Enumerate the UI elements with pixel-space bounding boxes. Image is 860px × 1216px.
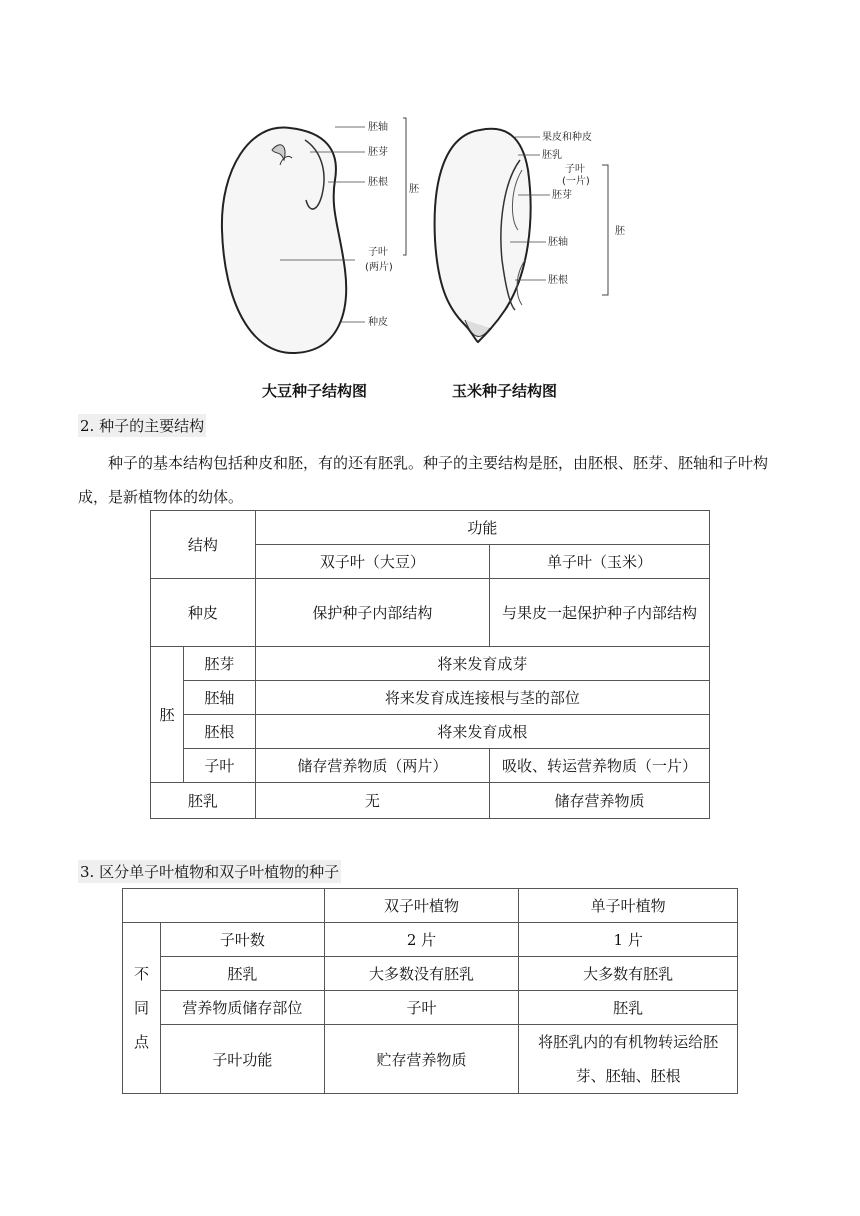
row-endosperm-dicot: 无 xyxy=(255,783,489,819)
label-soy-radicle: 胚根 xyxy=(368,177,388,188)
row-plumule-function: 将来发育成芽 xyxy=(255,647,709,681)
monocot-dicot-table xyxy=(122,888,738,1094)
label-corn-one: (一片) xyxy=(562,176,590,187)
section2-heading: 2. 种子的主要结构 xyxy=(78,414,206,437)
label-soy-cotyledon: 子叶 xyxy=(368,247,388,258)
row-storage-monocot: 胚乳 xyxy=(519,991,738,1025)
group-char-2: 同 xyxy=(133,999,149,1017)
seed-structure-table xyxy=(150,510,710,819)
row-radicle-function: 将来发育成根 xyxy=(255,715,709,749)
row-cotyledon-count-dicot: 2 片 xyxy=(324,923,519,957)
label-soy-hypocotyl: 胚轴 xyxy=(368,122,388,133)
label-corn-pericarp: 果皮和种皮 xyxy=(542,132,592,143)
caption-corn: 玉米种子结构图 xyxy=(452,382,558,400)
header-monocot-plant: 单子叶植物 xyxy=(519,889,738,923)
header-function: 功能 xyxy=(255,511,709,545)
label-corn-radicle: 胚根 xyxy=(548,275,568,286)
row-cotyledon-count-monocot: 1 片 xyxy=(519,923,738,957)
label-soy-plumule: 胚芽 xyxy=(368,147,388,158)
row-endosperm2-dicot: 大多数没有胚乳 xyxy=(324,957,519,991)
header-structure: 结构 xyxy=(151,511,256,579)
embryo-group-label: 胚 xyxy=(151,647,184,783)
row-storage-dicot: 子叶 xyxy=(324,991,519,1025)
label-corn-hypocotyl: 胚轴 xyxy=(548,237,568,248)
row-seed-coat-monocot: 与果皮一起保护种子内部结构 xyxy=(490,579,710,647)
section3-heading: 3. 区分单子叶植物和双子叶植物的种子 xyxy=(78,860,341,883)
row-cotyledon-function-dicot: 贮存营养物质 xyxy=(324,1025,519,1094)
row-cotyledon-name: 子叶 xyxy=(183,749,255,783)
label-corn-plumule: 胚芽 xyxy=(552,190,572,201)
row-plumule-name: 胚芽 xyxy=(183,647,255,681)
seed-diagrams xyxy=(210,110,640,365)
row-cotyledon-function-monocot: 将胚乳内的有机物转运给胚芽、胚轴、胚根 xyxy=(519,1025,738,1094)
header-dicot-plant: 双子叶植物 xyxy=(324,889,519,923)
label-soy-seed-coat: 种皮 xyxy=(368,317,388,328)
row-hypocotyl-name: 胚轴 xyxy=(183,681,255,715)
header-monocot: 单子叶（玉米） xyxy=(490,545,710,579)
group-char-3: 点 xyxy=(133,1033,149,1051)
row-endosperm-name: 胚乳 xyxy=(151,783,256,819)
label-corn-embryo: 胚 xyxy=(615,226,625,237)
differences-group-label xyxy=(123,923,161,1094)
header-dicot: 双子叶（大豆） xyxy=(255,545,489,579)
label-soy-embryo: 胚 xyxy=(409,184,419,195)
row-endosperm2-name: 胚乳 xyxy=(160,957,324,991)
header-empty xyxy=(123,889,325,923)
seed-structure-figure xyxy=(210,110,640,365)
row-radicle-name: 胚根 xyxy=(183,715,255,749)
caption-soybean: 大豆种子结构图 xyxy=(262,382,368,400)
section2-paragraph: 种子的基本结构包括种皮和胚，有的还有胚乳。种子的主要结构是胚，由胚根、胚芽、胚轴和子叶构成，是新植物体的幼体。 xyxy=(78,454,769,506)
label-soy-two: (两片) xyxy=(365,262,393,273)
row-seed-coat-dicot: 保护种子内部结构 xyxy=(255,579,489,647)
row-endosperm-monocot: 储存营养物质 xyxy=(490,783,710,819)
corn-seed-drawing xyxy=(435,129,608,342)
row-cotyledon-function-name: 子叶功能 xyxy=(160,1025,324,1094)
row-seed-coat-name: 种皮 xyxy=(151,579,256,647)
row-cotyledon-count-name: 子叶数 xyxy=(160,923,324,957)
row-storage-name: 营养物质储存部位 xyxy=(160,991,324,1025)
row-endosperm2-monocot: 大多数有胚乳 xyxy=(519,957,738,991)
row-cotyledon-monocot: 吸收、转运营养物质（一片） xyxy=(490,749,710,783)
label-corn-cotyledon: 子叶 xyxy=(565,164,585,175)
row-hypocotyl-function: 将来发育成连接根与茎的部位 xyxy=(255,681,709,715)
label-corn-endosperm: 胚乳 xyxy=(542,150,562,161)
group-char-1: 不 xyxy=(133,965,149,983)
row-cotyledon-dicot: 储存营养物质（两片） xyxy=(255,749,489,783)
